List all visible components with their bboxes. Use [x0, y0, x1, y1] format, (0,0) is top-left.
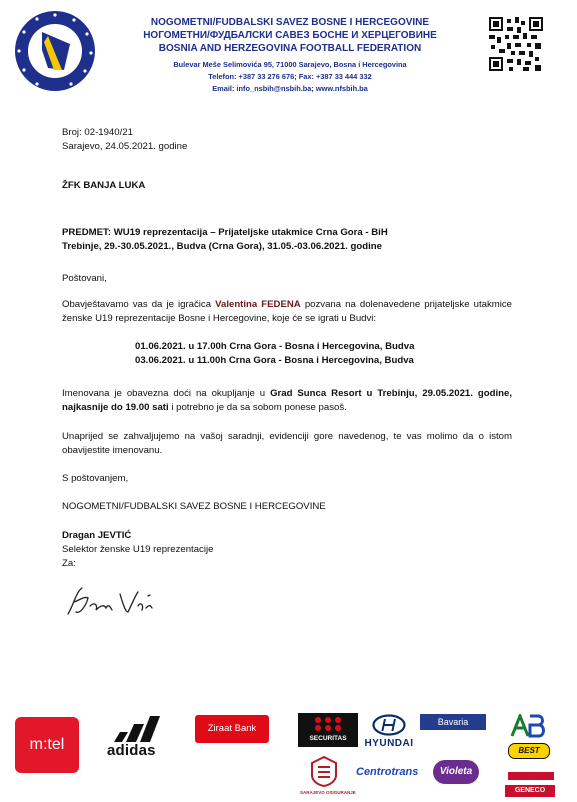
salutation: Poštovani, — [62, 273, 107, 284]
for-label: Za: — [62, 558, 76, 569]
securitas-dots-icon — [314, 716, 342, 732]
federation-name-english: BOSNIA AND HERZEGOVINA FOOTBALL FEDERATION — [158, 43, 422, 54]
sponsor-sarajevo-osiguranje-logo: SARAJEVO OSIGURANJE — [300, 790, 356, 795]
subject-line-2: Trebinje, 29.-30.05.2021., Budva (Crna Gora), 31.05.-03.06.2021. godine — [62, 241, 382, 252]
paragraph-thanks: Unaprijed se zahvaljujemo na vašoj saradnji, evidenciji gore navedenog, te vas molimo da o istom obavijestite imenovanu. — [62, 431, 512, 456]
hyundai-emblem-icon — [372, 714, 406, 736]
sponsor-bavaria-logo: Bavaria — [420, 714, 486, 730]
sponsor-red-banner — [508, 772, 554, 780]
signer-name: Dragan JEVTIĆ — [62, 530, 132, 541]
sponsor-hyundai-logo: HYUNDAI — [364, 738, 414, 749]
sponsor-securitas-logo — [298, 713, 358, 747]
closing: S poštovanjem, — [62, 473, 129, 484]
sponsor-best-logo: BEST — [508, 743, 550, 759]
sponsor-centrotrans-logo: Centrotrans — [356, 766, 419, 778]
signer-title: Selektor ženske U19 reprezentacije — [62, 544, 214, 555]
organization-name: NOGOMETNI/FUDBALSKI SAVEZ BOSNE I HERCEGOVINE — [62, 501, 326, 512]
adidas-stripes-icon — [112, 714, 162, 742]
invitation-text: Obavještavamo vas da je igračica — [62, 299, 216, 310]
sponsor-geneco-logo: GENECO — [505, 785, 555, 797]
federation-phone: Telefon: +387 33 276 676; Fax: +387 33 444 332 — [208, 72, 372, 81]
reference-number: Broj: 02-1940/21 — [62, 127, 133, 138]
sponsors-strip — [0, 700, 577, 802]
paragraph-gathering — [62, 387, 512, 414]
match-2: 03.06.2021. u 11.00h Crna Gora - Bosna i Hercegovina, Budva — [135, 355, 414, 366]
federation-name-latin: NOGOMETNI/FUDBALSKI SAVEZ BOSNE I HERCEGOVINE — [150, 17, 430, 28]
a2b-logo-icon — [510, 714, 546, 738]
paragraph-invitation — [62, 298, 512, 325]
gathering-text: Imenovana je obavezna doći na okupljanje u — [62, 388, 271, 399]
invitation-text-cont: pozvana na dolenavedene prijateljske utakmice ženske U19 reprezentacije Bosne i Hercegovine, koje će se igrati u Budvi: — [62, 299, 513, 324]
sponsor-mtel-logo: m:tel — [15, 717, 79, 773]
gathering-text-cont: i potrebno je da sa sobom ponese pasoš. — [168, 401, 347, 413]
securitas-label: SECURITAS — [309, 735, 347, 742]
gathering-location-time: Grad Sunca Resort u Trebinju, 29.05.2021. godine, najkasnije do 19.00 sati — [62, 388, 512, 413]
sarajevo-osiguranje-emblem-icon — [309, 755, 339, 787]
federation-name-cyrillic: НОГОМЕТНИ/ФУДБАЛСКИ САВЕЗ БОСНЕ И ХЕРЦЕГОВИНЕ — [143, 30, 437, 41]
sponsor-adidas-logo: adidas — [107, 742, 156, 759]
federation-email: Email: info_nsbih@nsbih.ba; www.nfsbih.ba — [212, 84, 368, 93]
signature — [66, 582, 158, 622]
recipient: ŽFK BANJA LUKA — [62, 180, 146, 191]
sponsor-violeta-logo: Violeta — [433, 760, 479, 784]
federation-logo — [14, 10, 96, 92]
match-1: 01.06.2021. u 17.00h Crna Gora - Bosna i Hercegovina, Budva — [135, 341, 415, 352]
federation-address: Bulevar Meše Selimovića 95, 71000 Sarajevo, Bosna i Hercegovina — [173, 60, 407, 69]
place-date: Sarajevo, 24.05.2021. godine — [62, 141, 188, 152]
player-name: Valentina FEDENA — [215, 299, 301, 310]
qr-code-icon — [489, 17, 543, 71]
subject-line-1: PREDMET: WU19 reprezentacija – Prijateljske utakmice Crna Gora - BiH — [62, 227, 388, 238]
sponsor-ziraat-logo: Ziraat Bank — [195, 715, 269, 743]
